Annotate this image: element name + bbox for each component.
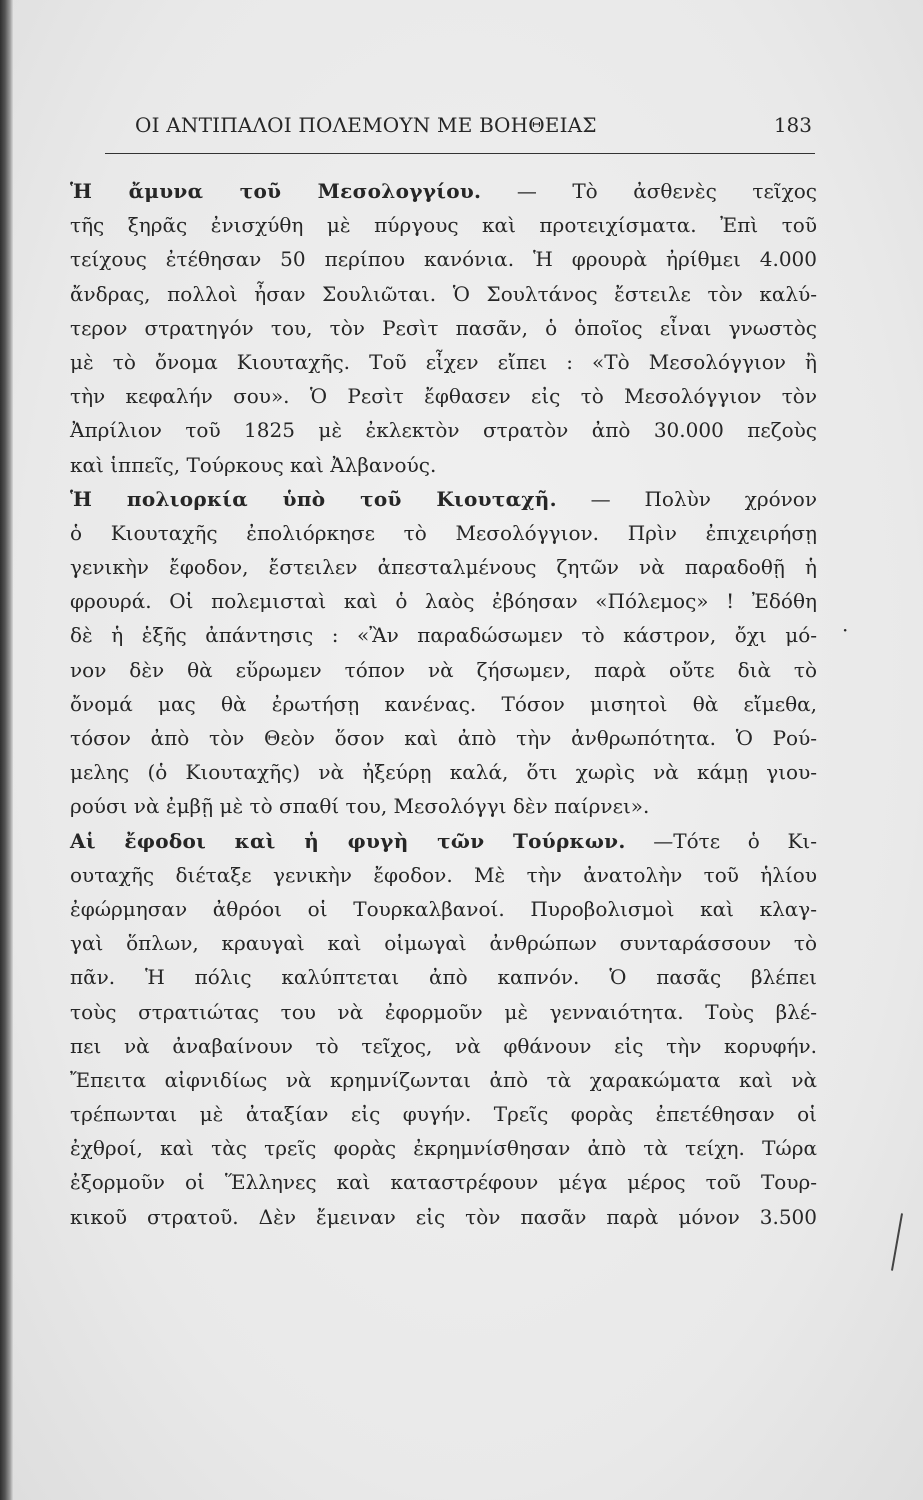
line-text: ουταχῆς διέταξε γενικὴν ἔφοδον. Μὲ τὴν ἀνατολὴν τοῦ ἡλίου — [70, 862, 817, 887]
page-number: 183 — [773, 113, 812, 137]
line-text: γενικὴν ἔφοδον, ἔστειλεν ἀπεσταλμένους ζητῶν νὰ παραδοθῇ ἡ — [70, 555, 817, 580]
line-text: τοὺς στρατιώτας του νὰ ἐφορμοῦν μὲ γενναιότητα. Τοὺς βλέ- — [70, 999, 817, 1024]
text-line — [70, 1029, 817, 1063]
line-text: Ἔπειτα αἰφνιδίως νὰ κρημνίζωνται ἀπὸ τὰ χαρακώματα καὶ νὰ — [70, 1067, 817, 1092]
text-line — [70, 345, 817, 379]
line-text: τρέπωνται μὲ ἀταξίαν εἰς φυγήν. Τρεῖς φορὰς ἐπετέθησαν οἱ — [70, 1102, 817, 1127]
line-text: μελης (ὁ Κιουταχῆς) νὰ ἠξεύρῃ καλά, ὅτι χωρὶς νὰ κάμῃ γιου- — [70, 760, 817, 785]
line-text: — Τὸ ἀσθενὲς τεῖχος — [516, 179, 818, 203]
text-line — [70, 1165, 817, 1199]
line-text: ἐχθροί, καὶ τὰς τρεῖς φορὰς ἐκρημνίσθησαν ἀπὸ τὰ τείχη. Τώρα — [70, 1136, 817, 1161]
line-text: τὴν κεφαλήν σου». Ὁ Ρεσὶτ ἔφθασεν εἰς τὸ Μεσολόγγιον τὸν — [70, 384, 817, 409]
line-text: ἐξορμοῦν οἱ Ἕλληνες καὶ καταστρέφουν μέγα μέρος τοῦ Τουρ- — [70, 1170, 817, 1195]
text-line — [70, 448, 817, 482]
header-rule — [105, 153, 815, 154]
line-text: ἄνδρας, πολλοὶ ἦσαν Σουλιῶται. Ὁ Σουλτάνος ἔστειλε τὸν καλύ- — [70, 281, 817, 306]
line-text: ὄνομά μας θὰ ἐρωτήσῃ κανένας. Τόσον μισητοὶ θὰ εἴμεθα, — [70, 691, 817, 716]
line-text: Ἀπρίλιον τοῦ 1825 μὲ ἐκλεκτὸν στρατὸν ἀπὸ 30.000 πεζοὺς — [70, 418, 817, 443]
text-line — [70, 960, 817, 994]
text-line — [70, 824, 817, 858]
line-text: —Τότε ὁ Κι- — [653, 828, 818, 853]
text-line — [70, 550, 817, 584]
section-heading: Αἱ ἔφοδοι καὶ ἡ φυγὴ τῶν Τούρκων. — [70, 828, 626, 853]
line-text: γαὶ ὅπλων, κραυγαὶ καὶ οἰμωγαὶ ἀνθρώπων συνταράσσουν τὸ — [70, 931, 817, 956]
text-line — [70, 1131, 817, 1165]
line-text: ὁ Κιουταχῆς ἐπολιόρκησε τὸ Μεσολόγγιον. Πρὶν ἐπιχειρήσῃ — [70, 520, 817, 545]
section-heading: Ἡ ἄμυνα τοῦ Μεσολογγίου. — [70, 179, 482, 203]
running-head-title: ΟΙ ΑΝΤΙΠΑΛΟΙ ΠΟΛΕΜΟΥΝ ΜΕ ΒΟΗΘΕΙΑΣ — [135, 113, 597, 137]
running-head — [105, 113, 820, 147]
text-line — [70, 174, 817, 208]
line-text: τείχους ἐτέθησαν 50 περίπου κανόνια. Ἡ φρουρὰ ἠρίθμει 4.000 — [70, 247, 817, 272]
text-line — [70, 858, 817, 892]
text-line — [70, 789, 817, 823]
line-text: ρούσι νὰ ἐμβῇ μὲ τὸ σπαθί του, Μεσολόγγι δὲν παίρνει». — [70, 794, 650, 819]
line-text: — Πολὺν χρόνον — [590, 486, 818, 511]
text-line — [70, 242, 817, 276]
body-text — [70, 174, 817, 1234]
text-line — [70, 755, 817, 789]
text-line — [70, 482, 817, 516]
text-line — [70, 892, 817, 926]
text-line — [70, 1200, 817, 1234]
line-text: κικοῦ στρατοῦ. Δὲν ἔμειναν εἰς τὸν πασᾶν παρὰ μόνον 3.500 — [70, 1204, 817, 1229]
text-line — [70, 516, 817, 550]
text-line — [70, 926, 817, 960]
text-line — [70, 208, 817, 242]
line-text: μὲ τὸ ὄνομα Κιουταχῆς. Τοῦ εἶχεν εἴπει : «Τὸ Μεσολόγγιον ἢ — [70, 349, 817, 374]
text-line — [70, 995, 817, 1029]
line-text: φρουρά. Οἱ πολεμισταὶ καὶ ὁ λαὸς ἐβόησαν «Πόλεμος» ! Ἐδόθη — [70, 589, 817, 614]
text-line — [70, 277, 817, 311]
page-gutter-shadow — [0, 0, 13, 1500]
line-text: νον δὲν θὰ εὕρωμεν τόπον νὰ ζήσωμεν, παρὰ οὔτε διὰ τὸ — [70, 657, 817, 682]
line-text: τῆς ξηρᾶς ἐνισχύθη μὲ πύργους καὶ προτειχίσματα. Ἐπὶ τοῦ — [70, 213, 817, 238]
text-line — [70, 413, 817, 447]
text-line — [70, 1097, 817, 1131]
section-heading: Ἡ πολιορκία ὑπὸ τοῦ Κιουταχῆ. — [70, 486, 557, 511]
text-line — [70, 618, 817, 652]
line-text: τερον στρατηγόν του, τὸν Ρεσὶτ πασᾶν, ὁ ὁποῖος εἶναι γνωστὸς — [70, 315, 817, 340]
text-line — [70, 687, 817, 721]
margin-speck: · — [842, 618, 849, 642]
line-text: πᾶν. Ἡ πόλις καλύπτεται ἀπὸ καπνόν. Ὁ πασᾶς βλέπει — [70, 965, 817, 990]
line-text: ἐφώρμησαν ἀθρόοι οἱ Τουρκαλβανοί. Πυροβολισμοὶ καὶ κλαγ- — [70, 896, 817, 921]
line-text: πει νὰ ἀναβαίνουν τὸ τεῖχος, νὰ φθάνουν εἰς τὴν κορυφήν. — [70, 1033, 817, 1058]
line-text: τόσον ἀπὸ τὸν Θεὸν ὅσον καὶ ἀπὸ τὴν ἀνθρωπότητα. Ὁ Ρού- — [70, 726, 817, 750]
text-line — [70, 379, 817, 413]
text-line — [70, 584, 817, 618]
text-line — [70, 1063, 817, 1097]
line-text: δὲ ἡ ἑξῆς ἀπάντησις : «Ἂν παραδώσωμεν τὸ κάστρον, ὄχι μό- — [70, 623, 817, 648]
text-line — [70, 311, 817, 345]
text-line — [70, 721, 817, 755]
text-line — [70, 653, 817, 687]
line-text: καὶ ἱππεῖς, Τούρκους καὶ Ἀλβανούς. — [70, 452, 437, 477]
